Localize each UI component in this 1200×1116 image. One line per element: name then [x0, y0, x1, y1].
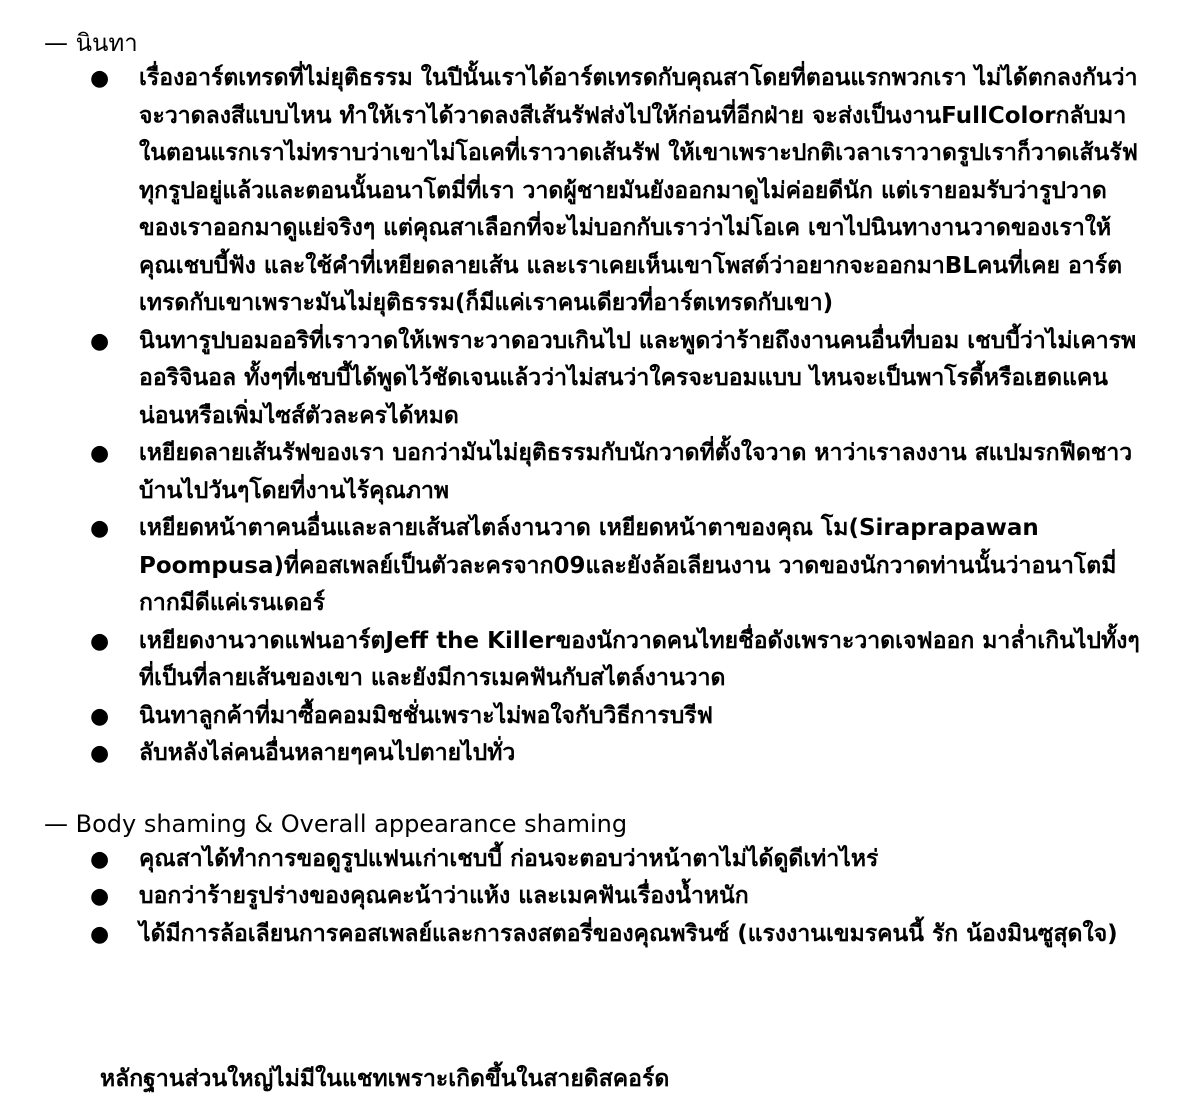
list-item-text: นินทารูปบอมออริที่เราวาดให้เพราะวาดอวบเกินไป และพูดว่าร้ายถึงงานคนอื่นที่บอม เชบบี้ว่าไม่เคารพออริจินอล ทั้งๆที่เชบบี้ได้พูดไว้ชัดเจนแล้วว่าไม่สนว่าใครจะบอมแบบ ไหนจะเป็นพาโรดี้หรือเฮดแคนน่อนหรือเพิ่มไซส์ตัวละครได้หมด: [139, 327, 1137, 429]
bullet-list-gossip: [44, 60, 1140, 773]
bullet-icon: ●: [90, 884, 110, 909]
list-item-text: เรื่องอาร์ตเทรดที่ไม่ยุติธรรม ในปีนั้นเราได้อาร์ตเทรดกับคุณสาโดยที่ตอนแรกพวกเรา ไม่ได้ตกลงกันว่าจะวาดลงสีแบบไหน ทำให้เราได้วาดลงสีเส้นรัฟส่งไปให้ก่อนที่อีกฝ่าย จะส่งเป็นงานFullColorกลับมา ในตอนแรกเราไม่ทราบว่าเขาไม่โอเคที่เราวาดเส้นรัฟ ให้เขาเพราะปกติเวลาเราวาดรูปเราก็วาดเส้นรัฟทุกรูปอยู่แล้วและตอนนั้นอนาโตมี่ที่เรา วาดผู้ชายมันยังออกมาดูไม่ค่อยดีนัก แต่เรายอมรับว่ารูปวาดของเราออกมาดูแย่จริงๆ แต่คุณสาเลือกที่จะไม่บอกกับเราว่าไม่โอเค เขาไปนินทางานวาดของเราให้คุณเชบบี้ฟัง และใช้คำที่เหยียดลายเส้น และเราเคยเห็นเขาโพสต์ว่าอยากจะออกมาBLคนที่เคย อาร์ตเทรดกับเขาเพราะมันไม่ยุติธรรม(ก็มีแค่เราคนเดียวที่อาร์ตเทรดกับเขา): [139, 65, 1138, 316]
bullet-icon: ●: [90, 741, 110, 766]
list-item: [90, 878, 1140, 916]
list-item-text: นินทาลูกค้าที่มาซื้อคอมมิชชั่นเพราะไม่พอใจกับวิธีการบรีฟ: [139, 702, 713, 729]
bullet-icon: ●: [90, 328, 110, 354]
list-item-text: ได้มีการล้อเลียนการคอสเพลย์และการลงสตอรี่ของคุณพรินซ์ (แรงงานเขมรคนนี้ รัก น้องมินซูสุดใจ): [139, 920, 1118, 947]
list-item: [90, 60, 1140, 323]
list-item: [90, 623, 1140, 698]
list-item-text: เหยียดลายเส้นรัฟของเรา บอกว่ามันไม่ยุติธรรมกับนักวาดที่ตั้งใจวาด หาว่าเราลงงาน สแปมรกฟีดชาวบ้านไปวันๆโดยที่งานไร้คุณภาพ: [139, 440, 1133, 504]
list-item-text: เหยียดหน้าตาคนอื่นและลายเส้นสไตล์งานวาด เหยียดหน้าตาของคุณ โม(Siraprapawan Poompusa)ที่คอสเพลย์เป็นตัวละครจาก09และยังล้อเลียนงาน วาดของนักวาดท่านนั้นว่าอนาโตมี่กากมีดีแค่เรนเดอร์: [139, 515, 1117, 616]
list-item-text: บอกว่าร้ายรูปร่างของคุณคะน้าว่าแห้ง และเมคฟันเรื่องน้ำหนัก: [139, 883, 749, 909]
section-heading-body-shaming: — Body shaming & Overall appearance shaming: [44, 809, 628, 838]
bullet-icon: ●: [90, 846, 110, 872]
section-heading-gossip: — นินทา: [44, 29, 138, 57]
list-item: [90, 323, 1140, 436]
list-item-text: ลับหลังไล่คนอื่นหลายๆคนไปตายไปทั่ว: [139, 740, 516, 766]
bullet-icon: ●: [90, 628, 110, 654]
list-item: [90, 735, 1140, 773]
footer-note: หลักฐานส่วนใหญ่ไม่มีในแชทเพราะเกิดขึ้นในสายดิสคอร์ด: [100, 1066, 670, 1092]
bullet-icon: ●: [90, 66, 110, 91]
list-item: [90, 841, 1140, 879]
bullet-icon: ●: [90, 703, 110, 729]
list-item: [90, 916, 1140, 954]
list-item-text: คุณสาได้ทำการขอดูรูปแฟนเก่าเชบบี้ ก่อนจะตอบว่าหน้าตาไม่ได้ดูดีเท่าไหร่: [139, 845, 879, 872]
bullet-icon: ●: [90, 441, 110, 466]
list-item: [90, 510, 1140, 623]
bullet-icon: ●: [90, 921, 110, 947]
list-item: [90, 435, 1140, 510]
bullet-list-body-shaming: [44, 841, 1140, 954]
list-item: [90, 698, 1140, 736]
bullet-icon: ●: [90, 516, 110, 541]
list-item-text: เหยียดงานวาดแฟนอาร์ตJeff the Killerของนักวาดคนไทยชื่อดังเพราะวาดเจฟออก มาล่ำเกินไปทั้งๆที่เป็นที่ลายเส้นของเขา และยังมีการเมคฟันกับสไตล์งานวาด: [139, 627, 1140, 691]
